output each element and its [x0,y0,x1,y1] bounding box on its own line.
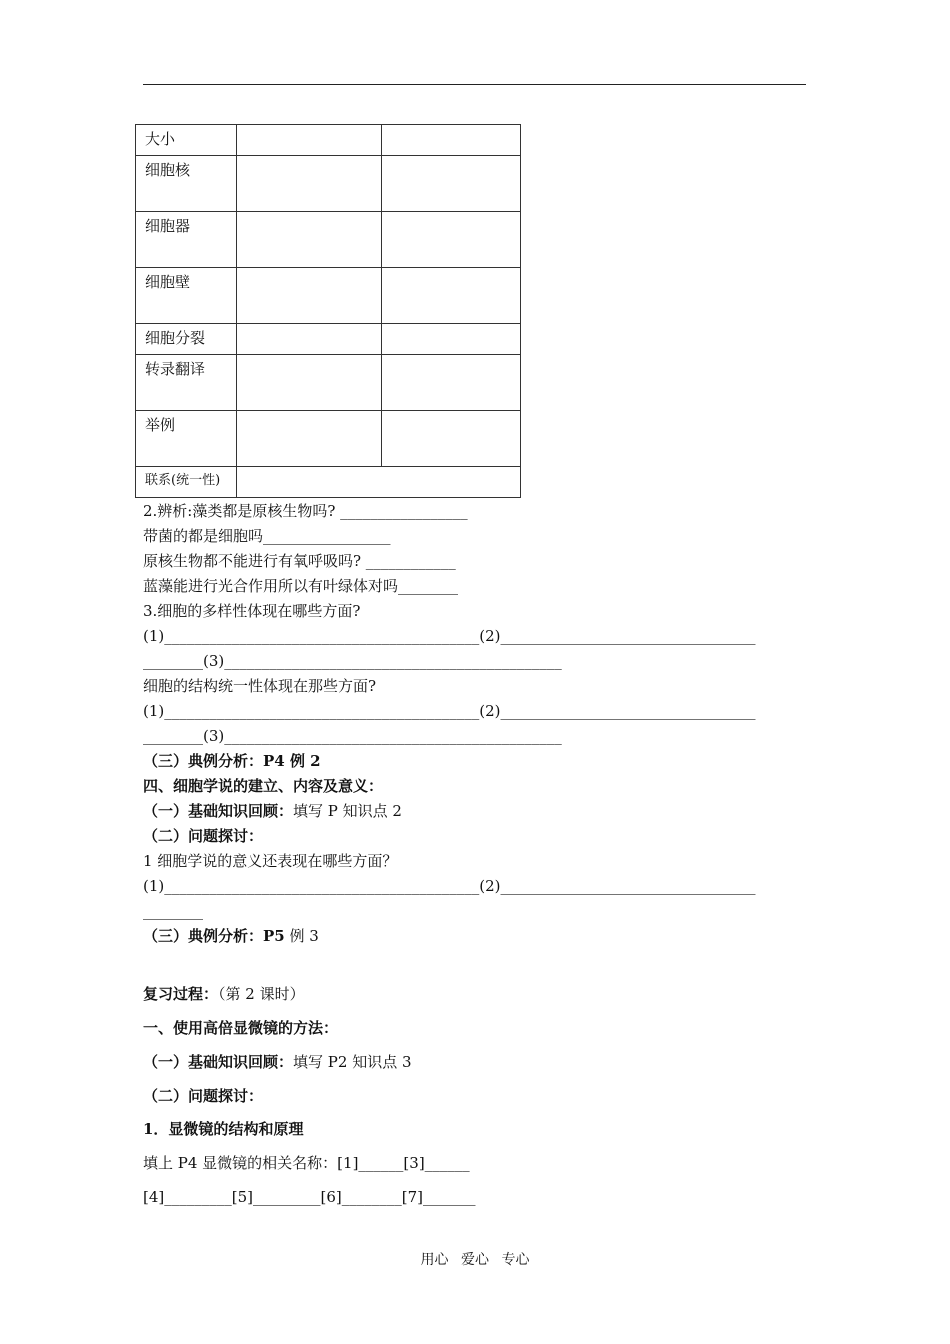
row-label: 大小 [136,125,237,156]
section-line [143,801,402,821]
question-line: 原核生物都不能进行有氧呼吸吗? ____________ [143,552,456,570]
section-heading: 1．显微镜的结构和原理 [143,1120,304,1138]
table-cell [237,125,382,156]
subheading-text: 例 3 [284,927,319,945]
row-label: 细胞分裂 [136,324,237,355]
row-label: 联系(统一性) [136,467,237,498]
answer-line: ________(3)_____________________________________________ [143,727,562,745]
question-line: 带菌的都是细胞吗_________________ [143,527,391,545]
row-label: 举例 [136,411,237,467]
question-line: 2.辨析:藻类都是原核生物吗? _________________ [143,502,468,520]
question-line: 细胞的结构统一性体现在那些方面? [143,677,377,695]
table-cell [237,156,382,212]
table-cell [382,125,521,156]
row-label: 细胞核 [136,156,237,212]
table-cell [382,268,521,324]
row-label: 转录翻译 [136,355,237,411]
question-line: 蓝藻能进行光合作用所以有叶绿体对吗________ [143,577,459,595]
table-row [136,355,521,411]
answer-line: (1)__________________________________________(2)__________________________________ [143,627,756,645]
table-row [136,411,521,467]
subheading: 复习过程： [143,985,219,1003]
row-label: 细胞器 [136,212,237,268]
table-cell [382,355,521,411]
subheading-text: 填写 P 知识点 2 [293,802,402,820]
table-cell [382,324,521,355]
table-cell [237,324,382,355]
header-rule [143,84,806,85]
comparison-table [135,124,521,498]
table-cell [382,411,521,467]
section-heading: 一、使用高倍显微镜的方法： [143,1019,339,1037]
table-row [136,212,521,268]
subheading: （一）基础知识回顾： [143,1053,294,1071]
table-cell [237,355,382,411]
section-heading: （二）问题探讨： [143,827,264,845]
table-cell [382,212,521,268]
section-line [143,1052,412,1072]
question-line: 1 细胞学说的意义还表现在哪些方面？ [143,852,398,870]
table-row [136,467,521,498]
subheading: （三）典例分析：P5 [143,927,285,945]
page-footer: 用心 爱心 专心 [420,1252,530,1268]
section-heading: 四、细胞学说的建立、内容及意义： [143,777,384,795]
table-cell [237,268,382,324]
table-cell [237,467,521,498]
answer-line: (1)__________________________________________(2)__________________________________ [143,877,756,895]
answer-line: (1)__________________________________________(2)__________________________________ [143,702,756,720]
section-line [143,984,305,1004]
subheading: （一）基础知识回顾： [143,802,294,820]
section-heading: （三）典例分析：P4 例 2 [143,752,321,770]
question-line: 3.细胞的多样性体现在哪些方面? [143,602,361,620]
section-line [143,926,319,946]
table-cell [237,411,382,467]
answer-line: ________(3)_____________________________________________ [143,652,562,670]
subheading-text: 填写 P2 知识点 3 [293,1053,412,1071]
table-row [136,156,521,212]
table-row [136,268,521,324]
subheading-text: （第 2 课时） [218,985,305,1003]
table-cell [382,156,521,212]
answer-line: ________ [143,902,203,920]
section-heading: （二）问题探讨： [143,1087,264,1105]
table-cell [237,212,382,268]
question-line: [4]_________[5]_________[6]________[7]_______ [143,1188,476,1206]
row-label: 细胞壁 [136,268,237,324]
table-row [136,324,521,355]
question-line: 填上 P4 显微镜的相关名称：[1]______[3]______ [143,1154,470,1172]
table-row [136,125,521,156]
